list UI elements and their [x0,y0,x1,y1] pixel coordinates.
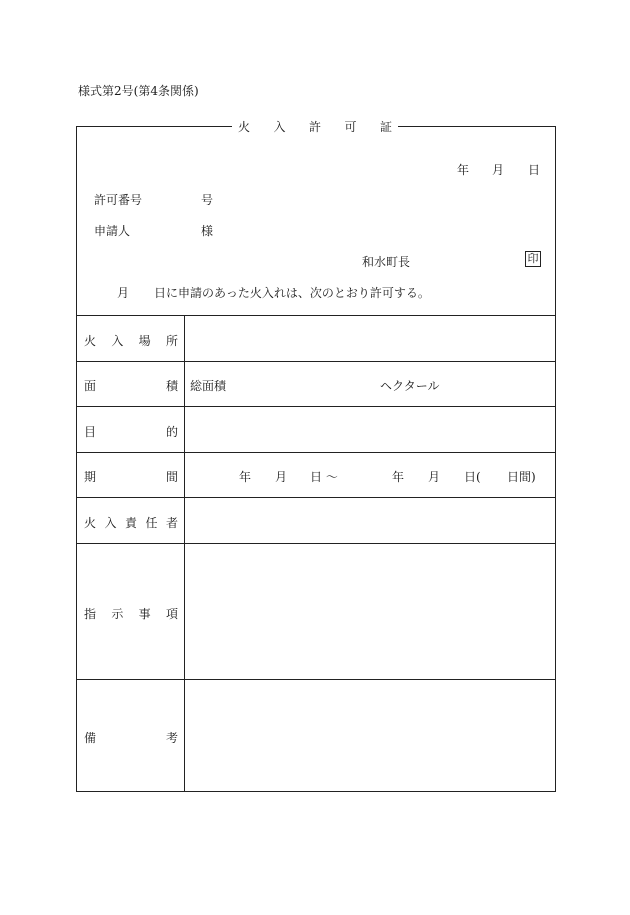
period-end-day: 日( [464,470,481,484]
seal-stamp: 印 [525,251,541,267]
date-year: 年 [457,163,470,177]
issuer-name: 和水町長 [362,255,411,269]
permit-number-suffix: 号 [201,193,214,207]
row-label-char: 火 [84,334,97,348]
title-char: 証 [379,119,392,134]
applicant-suffix: 様 [201,224,214,238]
permit-number-label: 許可番号 [94,193,143,207]
row-label-char: 指 [84,607,97,621]
date-month: 月 [492,163,505,177]
row-label-char: 場 [138,334,151,348]
row-label-char: 事 [138,607,151,621]
row-label-char: 火 [84,516,97,530]
row-label-area [84,377,178,394]
row-label-purpose [84,423,178,440]
document-title [232,117,398,135]
row-label-char: 項 [165,607,178,621]
period-end-month: 月 [428,470,441,484]
row-label-char: 間 [165,470,178,484]
permit-frame [76,126,556,792]
row-label-char: 責 [124,516,137,530]
row-label-char: 考 [165,731,178,745]
row-label-burn-location [84,332,178,349]
table-divider [76,497,556,498]
row-label-char: 入 [111,334,124,348]
row-label-char: 面 [84,379,97,393]
table-divider [76,679,556,680]
title-char: 火 [238,119,251,134]
area-unit: ヘクタール [380,379,440,393]
row-label-instructions [84,605,178,622]
permit-statement: 日に申請のあった火入れは、次のとおり許可する。 [154,286,430,300]
row-label-char: 所 [165,334,178,348]
row-label-responsible-person [84,514,178,531]
row-label-char: 的 [165,425,178,439]
table-divider [76,315,556,316]
title-char: 可 [344,119,357,134]
row-label-char: 目 [84,425,97,439]
period-start-year: 年 [239,470,252,484]
row-label-char: 期 [84,470,97,484]
row-label-period [84,468,178,485]
row-label-char: 示 [111,607,124,621]
table-divider [76,452,556,453]
title-char: 許 [308,119,321,134]
label-column-divider [184,315,185,792]
row-label-char: 積 [165,379,178,393]
applicant-label: 申請人 [94,224,131,238]
period-start-day: 日 〜 [310,470,338,484]
table-divider [76,406,556,407]
date-day: 日 [528,163,541,177]
period-end-year: 年 [392,470,405,484]
row-label-char: 任 [145,516,158,530]
period-start-month: 月 [275,470,288,484]
row-label-remarks [84,729,178,746]
row-label-char: 入 [104,516,117,530]
total-area-label: 総面積 [190,379,227,393]
row-label-char: 者 [165,516,178,530]
statement-month: 月 [117,286,130,300]
period-days: 日間) [507,470,536,484]
row-label-char: 備 [84,731,97,745]
table-divider [76,543,556,544]
title-char: 入 [273,119,286,134]
table-divider [76,361,556,362]
form-number-label: 様式第2号(第4条関係) [78,84,199,98]
